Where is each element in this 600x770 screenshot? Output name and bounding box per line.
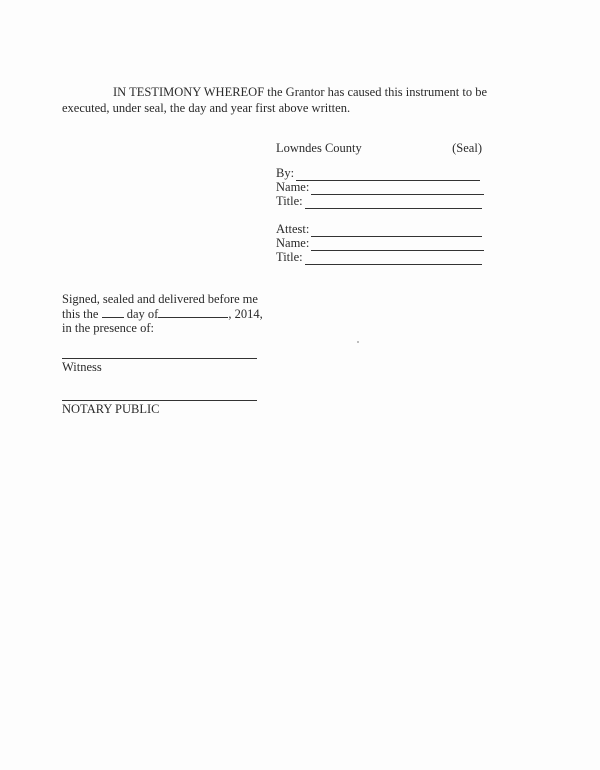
- ack-word: delivered: [158, 292, 205, 306]
- acknowledgment-line-1: [62, 292, 258, 306]
- seal-label: (Seal): [452, 141, 482, 155]
- notary-label: NOTARY PUBLIC: [62, 402, 160, 416]
- attest-row: [276, 223, 482, 237]
- title-line: [305, 197, 482, 209]
- scan-speck: [357, 341, 359, 343]
- title-label: Title:: [276, 194, 303, 208]
- county-name: Lowndes County: [276, 141, 362, 155]
- ack-word: and: [137, 292, 156, 306]
- attest-title-line: [305, 253, 482, 265]
- testimony-paragraph: IN TESTIMONY WHEREOF the Grantor has caused this instrument to be executed, under seal, the day and year first above written.: [62, 85, 488, 115]
- ack-word: sealed: [102, 292, 135, 306]
- county-seal-line: [276, 141, 482, 155]
- attest-name-label: Name:: [276, 236, 310, 250]
- title-row: [276, 195, 482, 209]
- acknowledgment-line-2: [62, 306, 263, 321]
- witness-signature-line: [62, 358, 257, 359]
- this-the-label: this the: [62, 307, 99, 321]
- day-of-label: day of: [126, 307, 159, 321]
- witness-label: Witness: [62, 360, 102, 374]
- notary-signature-line: [62, 400, 257, 401]
- day-blank: [102, 306, 124, 318]
- ack-word: Signed,: [62, 292, 100, 306]
- name-line: [311, 183, 484, 195]
- month-blank: [158, 306, 228, 318]
- attest-name-line: [311, 239, 484, 251]
- attest-line: [311, 225, 482, 237]
- attest-name-row: [276, 237, 484, 251]
- by-signature-line: [296, 169, 480, 181]
- name-row: [276, 181, 484, 195]
- by-label: By:: [276, 166, 295, 180]
- acknowledgment-block: [62, 292, 263, 335]
- presence-line: in the presence of:: [62, 321, 154, 335]
- year-text: , 2014,: [228, 307, 263, 321]
- attest-label: Attest:: [276, 222, 310, 236]
- ack-word: me: [242, 292, 258, 306]
- name-label: Name:: [276, 180, 310, 194]
- attest-title-row: [276, 251, 482, 265]
- by-signature-row: [276, 167, 480, 181]
- attest-title-label: Title:: [276, 250, 303, 264]
- ack-word: before: [207, 292, 240, 306]
